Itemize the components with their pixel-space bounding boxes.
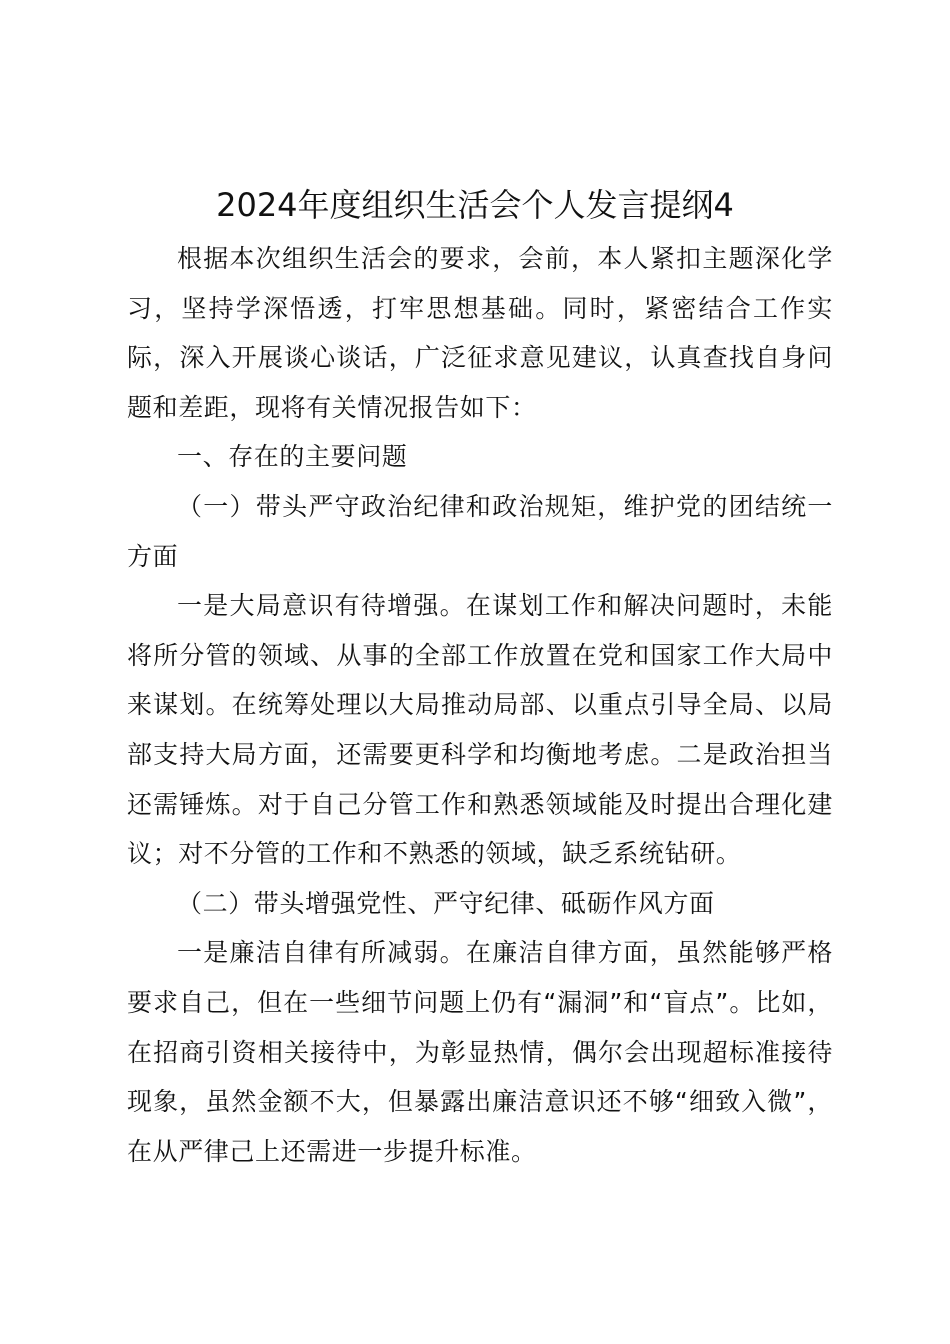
section-heading-1: 一、存在的主要问题 <box>177 442 408 472</box>
subsection-heading-2: （二）带头增强党性、严守纪律、砥砺作风方面 <box>177 888 715 918</box>
body-paragraph-1: 一是大局意识有待增强。在谋划工作和解决问题时，未能将所分管的领域、从事的全部工作放置在党和国家工作大局中来谋划。在统筹处理以大局推动局部、以重点引导全局、以局部支持大局方面，还需要更科学和均衡地考虑。二是政治担当还需锤炼。对于自己分管工作和熟悉领域能及时提出合理化建议；对不分管的工作和不熟悉的领域，缺乏系统钻研。 <box>127 591 833 869</box>
body-paragraph-2: 一是廉洁自律有所减弱。在廉洁自律方面，虽然能够严格要求自己，但在一些细节问题上仍有“漏洞”和“盲点”。比如，在招商引资相关接待中，为彰显热情，偶尔会出现超标准接待现象，虽然金额不大，但暴露出廉洁意识还不够“细致入微”，在从严律己上还需进一步提升标准。 <box>127 938 833 1166</box>
document-title: 2024年度组织生活会个人发言提纲4 <box>216 186 734 224</box>
document-body <box>127 234 833 1176</box>
subsection-heading-1: （一）带头严守政治纪律和政治规矩，维护党的团结统一方面 <box>127 491 833 571</box>
intro-paragraph: 根据本次组织生活会的要求，会前，本人紧扣主题深化学习，坚持学深悟透，打牢思想基础。同时，紧密结合工作实际，深入开展谈心谈话，广泛征求意见建议，认真查找自身问题和差距，现将有关情况报告如下： <box>127 244 833 422</box>
